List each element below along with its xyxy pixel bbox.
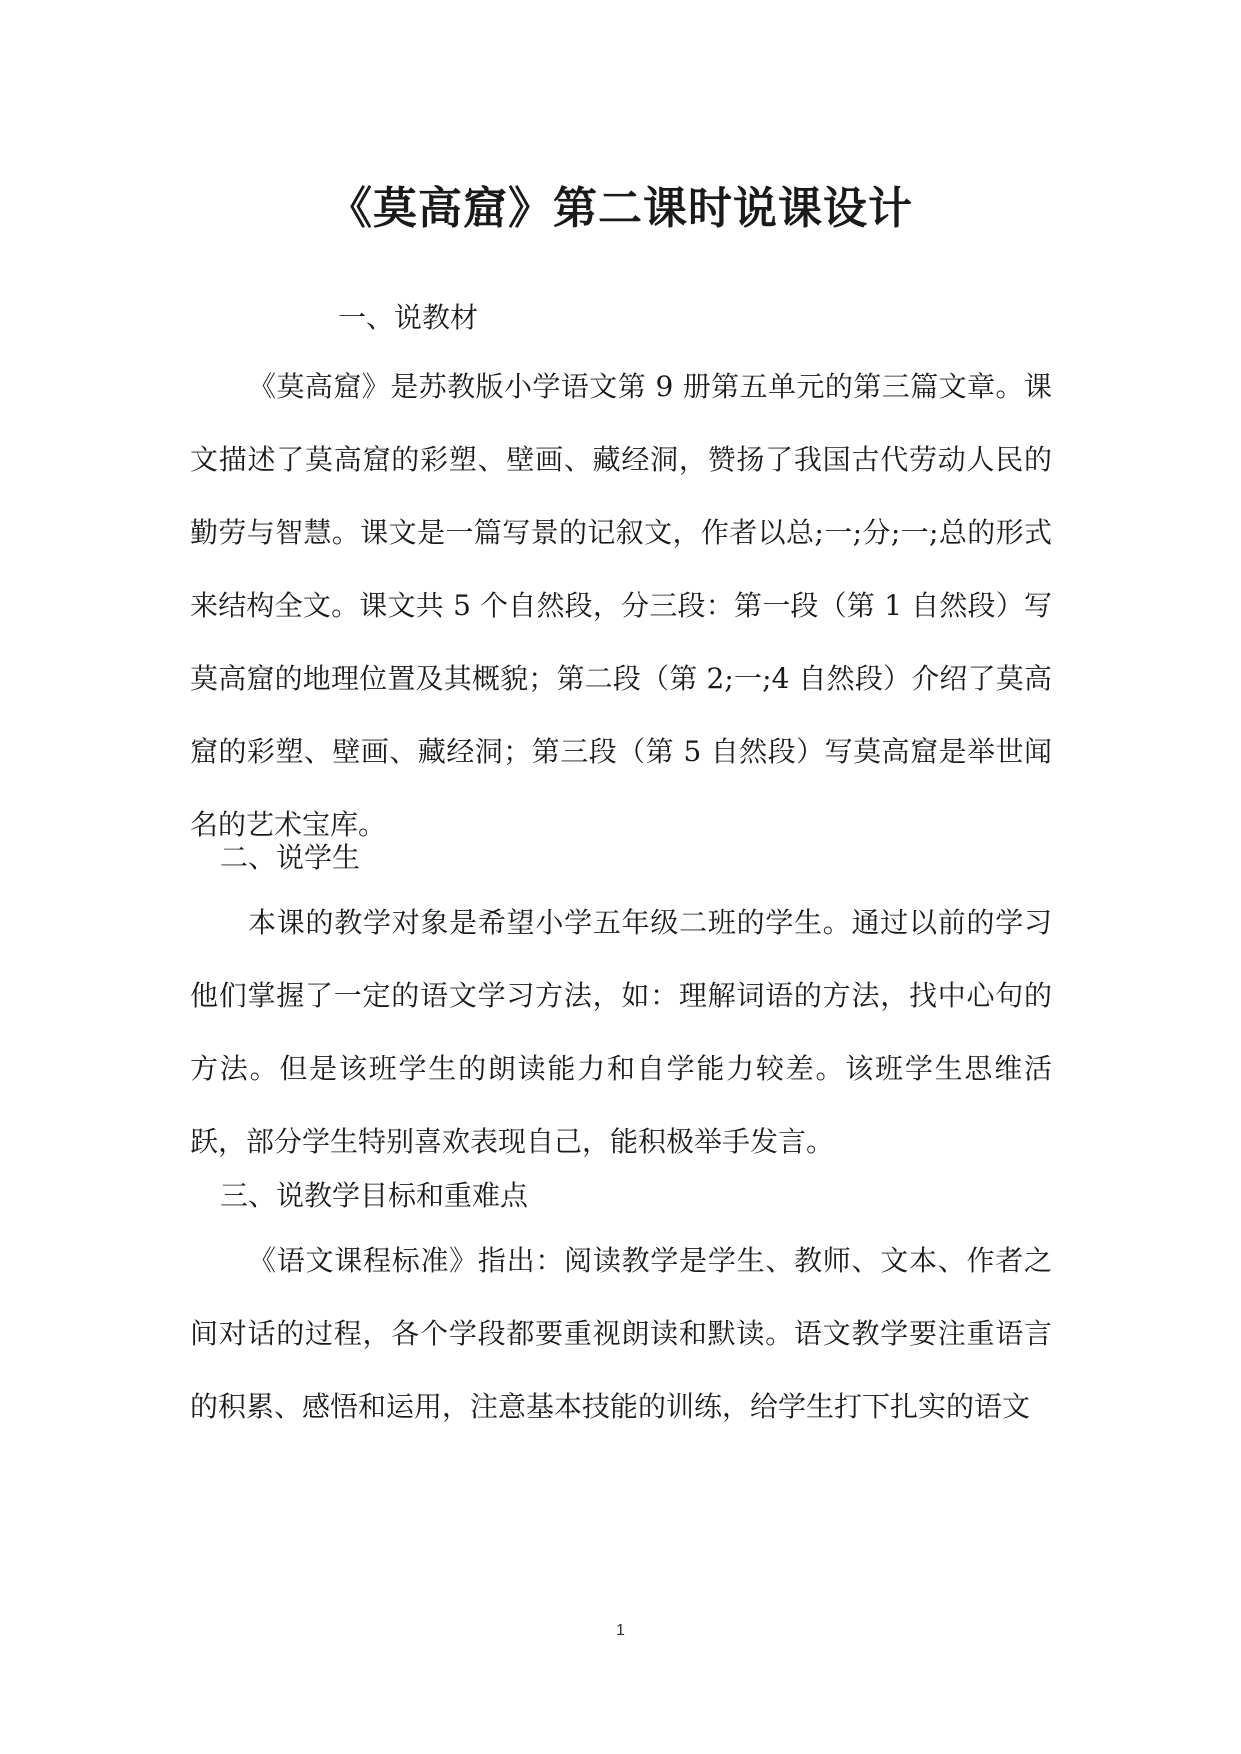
paragraph-objectives: 《语文课程标准》指出：阅读教学是学生、教师、文本、作者之间对话的过程，各个学段都要重视朗读和默读。语文教学要注重语言的积累、感悟和运用，注意基本技能的训练，给学生打下扎实的语文 — [190, 1244, 1052, 1423]
page-number: 1 — [616, 1622, 625, 1639]
paragraph-students: 本课的教学对象是希望小学五年级二班的学生。通过以前的学习他们掌握了一定的语文学习方法，如：理解词语的方法，找中心句的方法。但是该班学生的朗读能力和自学能力较差。该班学生思维活跃，部分学生特别喜欢表现自己，能积极举手发言。 — [190, 906, 1052, 1158]
paragraph-teaching-material: 《莫高窟》是苏教版小学语文第 9 册第五单元的第三篇文章。课文描述了莫高窟的彩塑、壁画、藏经洞，赞扬了我国古代劳动人民的勤劳与智慧。课文是一篇写景的记叙文，作者以总;一;分;一;总的形式来结构全文。课文共 5 个自然段，分三段：第一段（第 1 自然段）写莫高窟的地理位置及其概貌；第二段（第 2;一;4 自然段）介绍了莫高窟的彩塑、壁画、藏经洞；第三段（第 5 自然段）写莫高窟是举世闻名的艺术宝库。 — [190, 370, 1052, 841]
section-heading-3: 三、说教学目标和重难点 — [220, 1179, 529, 1212]
section-heading-1: 一、说教材 — [338, 301, 479, 334]
document-title: 《莫高窟》第二课时说课设计 — [328, 183, 913, 235]
section-heading-2: 二、说学生 — [220, 841, 361, 874]
